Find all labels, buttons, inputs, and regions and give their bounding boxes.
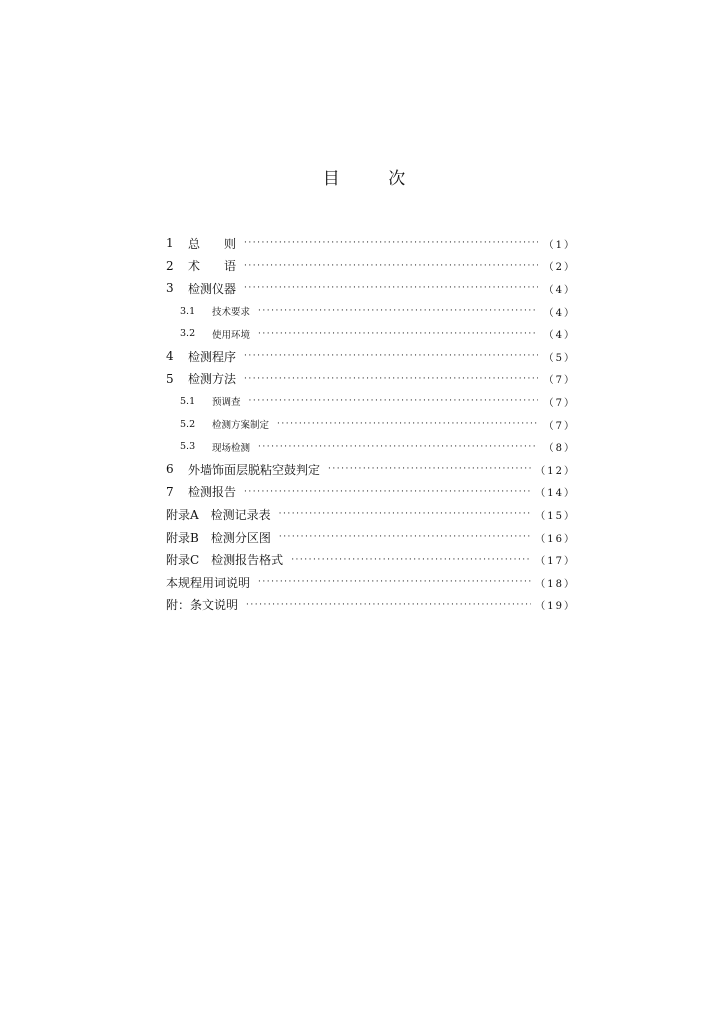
toc-entry[interactable]: [166, 503, 576, 526]
toc-entry-page: （16）: [535, 533, 576, 545]
toc-entry[interactable]: [166, 322, 576, 345]
dot-leader: [279, 532, 531, 542]
toc-entry-page: （15）: [535, 510, 576, 522]
page-title: [0, 164, 728, 189]
toc-entry-page: （4）: [543, 330, 576, 342]
toc-entry[interactable]: [166, 390, 576, 413]
toc-entry-number: 2: [166, 258, 174, 273]
dot-leader: [244, 351, 538, 361]
dot-leader: [244, 374, 538, 384]
toc-list: [166, 232, 576, 616]
title-char-1: 目: [322, 169, 340, 189]
toc-entry-number: 7: [166, 484, 174, 499]
toc-entry[interactable]: [166, 548, 576, 571]
toc-entry-label: 附录B 检测分区图: [166, 530, 271, 545]
dot-leader: [258, 577, 531, 587]
toc-entry-page: （5）: [543, 352, 576, 364]
toc-entry-number: 3.2: [180, 328, 196, 340]
toc-entry-label: 本规程用词说明: [166, 575, 251, 590]
dot-leader: [277, 419, 538, 429]
toc-entry-page: （2）: [543, 262, 576, 274]
toc-entry[interactable]: [166, 458, 576, 481]
toc-entry[interactable]: [166, 345, 576, 368]
toc-entry-label: 现场检测: [212, 442, 251, 454]
toc-entry-label: 附录C 检测报告格式: [166, 553, 284, 568]
toc-entry[interactable]: [166, 368, 576, 391]
toc-entry-number: 5.3: [180, 441, 196, 453]
toc-entry-label: 总 则: [188, 236, 237, 251]
dot-leader: [249, 396, 538, 406]
dot-leader: [244, 283, 538, 293]
toc-entry-page: （17）: [535, 556, 576, 568]
toc-entry-label: 技术要求: [212, 307, 251, 319]
toc-entry[interactable]: [166, 232, 576, 255]
dot-leader: [291, 555, 531, 565]
toc-entry-page: （1）: [543, 239, 576, 251]
toc-entry-number: 3.1: [180, 305, 196, 317]
dot-leader: [258, 329, 538, 339]
toc-entry[interactable]: [166, 481, 576, 504]
toc-entry-label: 检测程序: [188, 349, 237, 364]
toc-entry[interactable]: [166, 435, 576, 458]
toc-entry-label: 附：条文说明: [166, 598, 239, 613]
dot-leader: [244, 261, 538, 271]
toc-entry[interactable]: [166, 277, 576, 300]
toc-entry-number: 5: [166, 371, 174, 386]
toc-entry-page: （7）: [543, 420, 576, 432]
toc-entry-page: （19）: [535, 601, 576, 613]
dot-leader: [244, 238, 538, 248]
toc-entry-label: 预调查: [212, 397, 241, 409]
toc-entry-number: 6: [166, 462, 174, 477]
toc-entry-page: （8）: [543, 443, 576, 455]
toc-entry[interactable]: [166, 300, 576, 323]
toc-entry[interactable]: [166, 594, 576, 617]
toc-entry-page: （4）: [543, 284, 576, 296]
toc-entry-number: 3: [166, 281, 174, 296]
title-char-2: 次: [388, 169, 406, 189]
toc-entry-page: （12）: [535, 465, 576, 477]
toc-entry[interactable]: [166, 255, 576, 278]
dot-leader: [258, 442, 538, 452]
toc-entry-label: 外墙饰面层脱粘空鼓判定: [188, 462, 321, 477]
toc-entry-page: （18）: [535, 578, 576, 590]
toc-entry[interactable]: [166, 571, 576, 594]
toc-entry-number: 1: [166, 236, 174, 251]
toc-entry-number: 4: [166, 349, 174, 364]
toc-entry-label: 使用环境: [212, 329, 251, 341]
toc-entry[interactable]: [166, 526, 576, 549]
toc-entry-label: 检测仪器: [188, 281, 237, 296]
toc-entry-page: （7）: [543, 397, 576, 409]
toc-entry-label: 术 语: [188, 259, 237, 274]
toc-entry-label: 检测报告: [188, 485, 237, 500]
toc-entry-page: （14）: [535, 488, 576, 500]
toc-entry-label: 检测方法: [188, 372, 237, 387]
dot-leader: [244, 487, 531, 497]
toc-entry-page: （4）: [543, 307, 576, 319]
dot-leader: [279, 509, 532, 519]
toc-entry-page: （7）: [543, 375, 576, 387]
dot-leader: [246, 600, 531, 610]
dot-leader: [258, 306, 538, 316]
toc-entry[interactable]: [166, 413, 576, 436]
toc-entry-label: 附录A 检测记录表: [166, 507, 271, 522]
toc-entry-label: 检测方案制定: [212, 420, 270, 432]
dot-leader: [328, 464, 531, 474]
toc-entry-number: 5.1: [180, 395, 196, 407]
toc-entry-number: 5.2: [180, 418, 196, 430]
